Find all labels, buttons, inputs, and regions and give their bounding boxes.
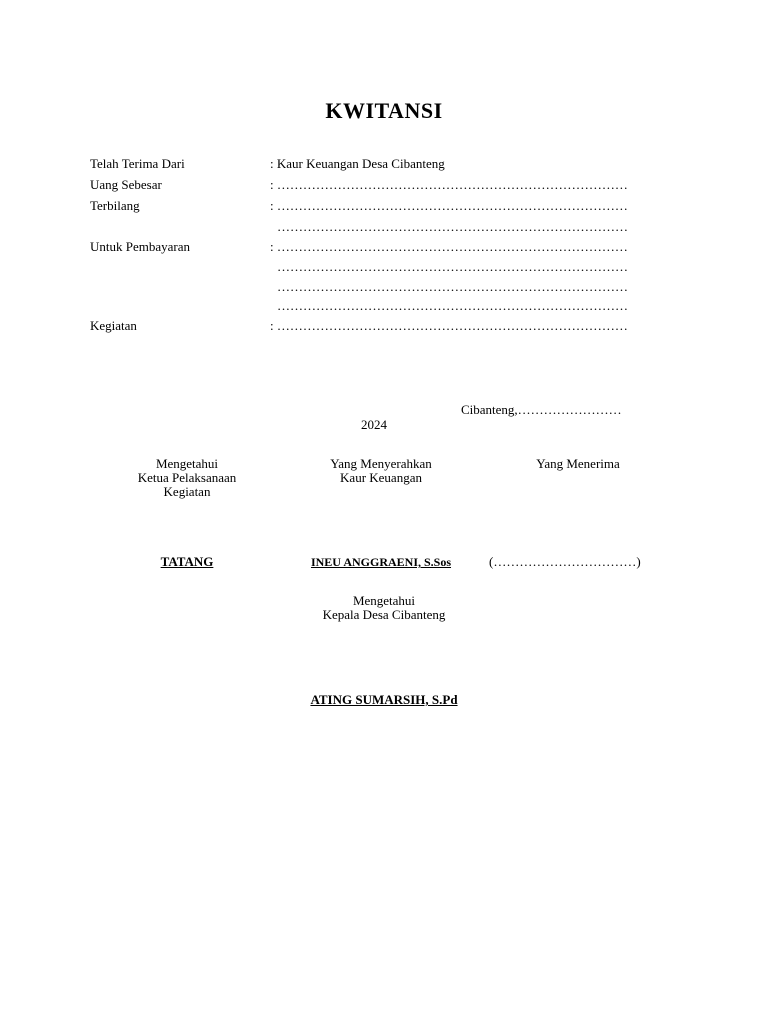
signatory-line: Yang Menyerahkan: [330, 456, 432, 471]
field-value: : ………………………………………………………………………: [270, 239, 628, 254]
year: 2024: [361, 417, 387, 432]
signatory-line: Ketua Pelaksanaan: [137, 470, 237, 485]
signatory-line: Yang Menerima: [536, 456, 620, 471]
signatory-left-name: TATANG: [160, 554, 214, 569]
signatory-right-title: [498, 457, 658, 471]
signatory-bottom-title: [284, 594, 484, 622]
signatory-left-title: [107, 457, 267, 499]
field-value: : ………………………………………………………………………: [270, 198, 628, 213]
field-label: Telah Terima Dari: [90, 156, 185, 171]
signatory-middle-name: INEU ANGGRAENI, S.Sos: [310, 555, 452, 569]
field-label: Untuk Pembayaran: [90, 239, 191, 254]
field-payment-continuation: ………………………………………………………………………: [277, 259, 628, 274]
field-value: : ………………………………………………………………………: [270, 318, 628, 333]
signatory-line: Kaur Keuangan: [340, 470, 422, 485]
signatory-middle-title: [301, 457, 461, 485]
place-date: Cibanteng,……………………: [461, 402, 622, 417]
field-label: Terbilang: [90, 198, 140, 213]
field-spelled-continuation: ………………………………………………………………………: [277, 219, 628, 234]
signatory-bottom-name: ATING SUMARSIH, S.Pd: [310, 692, 458, 707]
document-title: KWITANSI: [325, 98, 443, 123]
signatory-line: Kepala Desa Cibanteng: [322, 607, 446, 622]
signatory-right-blank: (……………………………): [489, 554, 641, 569]
field-label: Kegiatan: [90, 318, 137, 333]
field-payment-continuation: ………………………………………………………………………: [277, 298, 628, 313]
field-value: : ………………………………………………………………………: [270, 177, 628, 192]
field-payment-continuation: ………………………………………………………………………: [277, 279, 628, 294]
signatory-line: Mengetahui: [155, 456, 219, 471]
field-label: Uang Sebesar: [90, 177, 162, 192]
signatory-line: Mengetahui: [352, 593, 416, 608]
signatory-line: Kegiatan: [163, 484, 211, 499]
field-value: : Kaur Keuangan Desa Cibanteng: [270, 156, 445, 171]
